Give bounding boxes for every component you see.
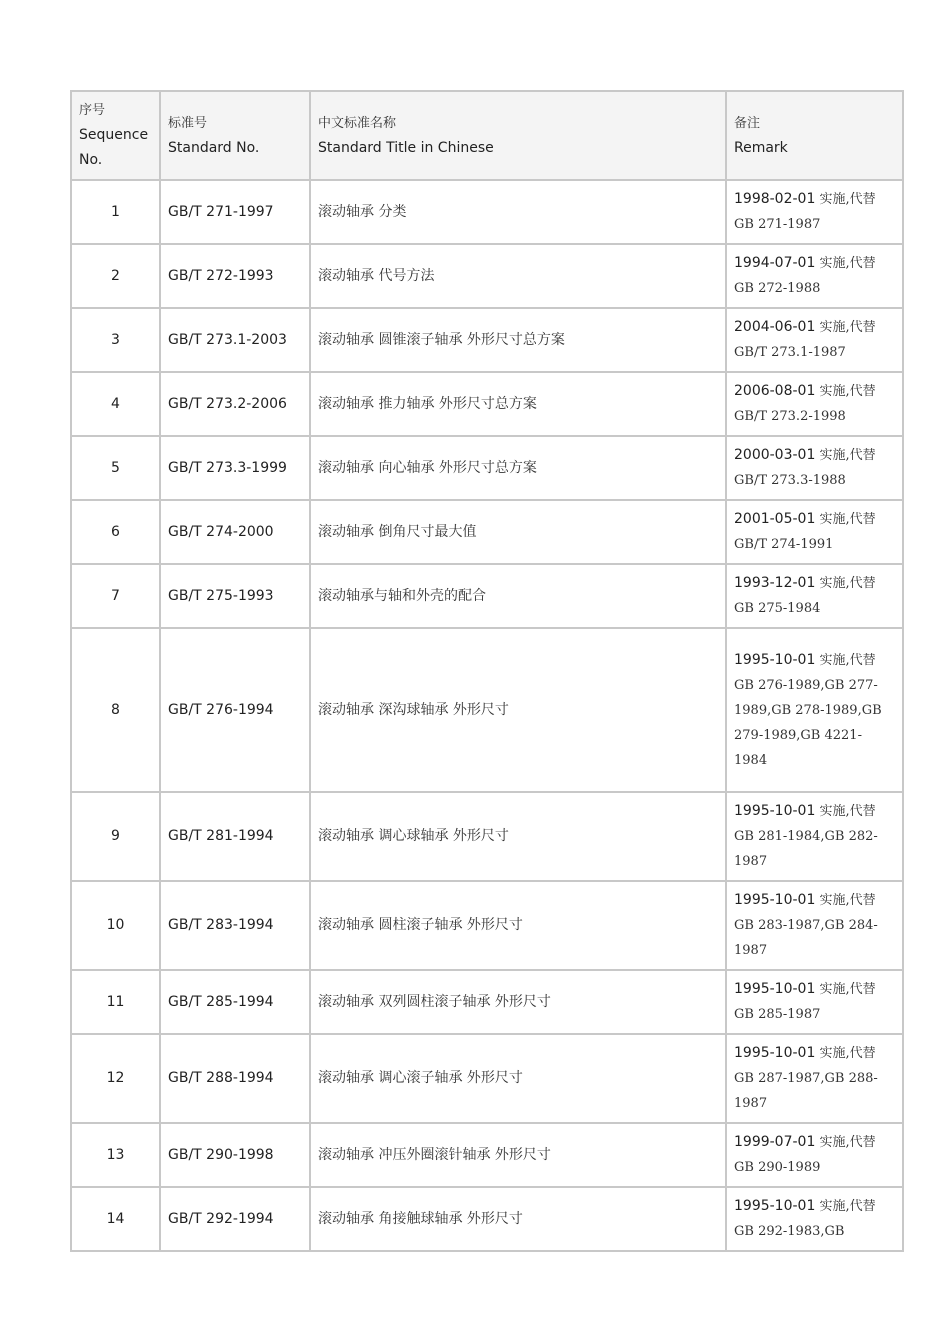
header-row [72,92,902,181]
header-label-en: Standard No. [168,139,260,156]
cell-standard-no: GB/T 275-1993 [161,565,311,629]
cell-remark [727,245,902,309]
cell-standard-title: 滚动轴承 向心轴承 外形尺寸总方案 [311,437,727,501]
cell-sequence-no: 3 [72,309,161,373]
table-row [72,501,902,565]
table-row [72,1124,902,1188]
cell-sequence-no: 1 [72,181,161,245]
remark-text: 实施,代替 GB/T 273.3-1988 [734,448,876,488]
remark-text: 实施,代替 GB 285-1987 [734,982,876,1022]
cell-sequence-no: 12 [72,1035,161,1124]
cell-standard-no: GB/T 274-2000 [161,501,311,565]
cell-sequence-no: 6 [72,501,161,565]
cell-standard-title: 滚动轴承 深沟球轴承 外形尺寸 [311,629,727,793]
cell-standard-title: 滚动轴承 圆柱滚子轴承 外形尺寸 [311,882,727,971]
cell-standard-title: 滚动轴承 冲压外圈滚针轴承 外形尺寸 [311,1124,727,1188]
remark-text: 实施,代替 GB 271-1987 [734,192,876,232]
cell-remark [727,793,902,882]
remark-text: 实施,代替 GB 275-1984 [734,576,876,616]
header-label-en: Standard Title in Chinese [318,139,494,156]
remark-date: 1994-07-01 [734,255,816,271]
cell-standard-no: GB/T 283-1994 [161,882,311,971]
cell-sequence-no: 14 [72,1188,161,1252]
table-row [72,629,902,793]
cell-standard-no: GB/T 276-1994 [161,629,311,793]
cell-standard-title: 滚动轴承 分类 [311,181,727,245]
table-row [72,309,902,373]
remark-date: 1993-12-01 [734,575,816,591]
cell-remark [727,501,902,565]
remark-date: 1995-10-01 [734,1045,816,1061]
remark-text: 实施,代替 GB/T 273.2-1998 [734,384,876,424]
table-row [72,1035,902,1124]
cell-sequence-no: 5 [72,437,161,501]
header-label-cn: 标准号 [168,115,208,131]
header-label-en: Sequence [79,127,149,143]
cell-remark [727,181,902,245]
cell-standard-title: 滚动轴承 调心球轴承 外形尺寸 [311,793,727,882]
header-label-cn: 备注 [734,115,761,131]
table-row [72,437,902,501]
remark-text: 实施,代替 GB 283-1987,GB 284-1987 [734,893,878,958]
cell-standard-title: 滚动轴承 倒角尺寸最大值 [311,501,727,565]
cell-standard-no: GB/T 285-1994 [161,971,311,1035]
cell-standard-no: GB/T 273.1-2003 [161,309,311,373]
remark-text: 实施,代替 GB 290-1989 [734,1135,876,1175]
cell-standard-title: 滚动轴承 代号方法 [311,245,727,309]
cell-remark [727,882,902,971]
table-header [72,92,902,181]
header-remark [727,92,902,181]
remark-text: 实施,代替 GB 281-1984,GB 282-1987 [734,804,878,869]
header-label-en: Remark [734,139,788,156]
cell-standard-title: 滚动轴承 双列圆柱滚子轴承 外形尺寸 [311,971,727,1035]
remark-text: 实施,代替 GB 287-1987,GB 288-1987 [734,1046,878,1111]
cell-remark [727,1124,902,1188]
cell-sequence-no: 2 [72,245,161,309]
cell-standard-no: GB/T 292-1994 [161,1188,311,1252]
remark-text: 实施,代替 GB 276-1989,GB 277-1989,GB 278-1989,GB 279-1989,GB 4221-1984 [734,652,882,768]
cell-standard-title: 滚动轴承 圆锥滚子轴承 外形尺寸总方案 [311,309,727,373]
remark-date: 1995-10-01 [734,803,816,819]
header-label-en: No. [79,152,103,168]
header-sequence-no [72,92,161,181]
table-row [72,1188,902,1252]
header-standard-title [311,92,727,181]
remark-date: 2001-05-01 [734,511,816,527]
remark-date: 1998-02-01 [734,191,816,207]
cell-remark [727,309,902,373]
header-standard-no [161,92,311,181]
remark-date: 1999-07-01 [734,1134,816,1150]
cell-remark [727,373,902,437]
cell-sequence-no: 8 [72,629,161,793]
cell-standard-no: GB/T 290-1998 [161,1124,311,1188]
header-label-cn: 中文标准名称 [318,115,397,131]
cell-sequence-no: 7 [72,565,161,629]
table-row [72,565,902,629]
cell-sequence-no: 11 [72,971,161,1035]
remark-date: 1995-10-01 [734,892,816,908]
cell-standard-no: GB/T 271-1997 [161,181,311,245]
remark-text: 实施,代替 GB 272-1988 [734,256,876,296]
standards-table [70,90,904,1252]
table-row [72,373,902,437]
remark-date: 2000-03-01 [734,447,816,463]
cell-standard-no: GB/T 273.2-2006 [161,373,311,437]
cell-standard-title: 滚动轴承与轴和外壳的配合 [311,565,727,629]
standards-table-container [70,90,904,1252]
cell-standard-title: 滚动轴承 角接触球轴承 外形尺寸 [311,1188,727,1252]
cell-remark [727,565,902,629]
cell-sequence-no: 10 [72,882,161,971]
cell-standard-title: 滚动轴承 调心滚子轴承 外形尺寸 [311,1035,727,1124]
remark-text: 实施,代替 GB/T 273.1-1987 [734,320,876,360]
cell-standard-no: GB/T 281-1994 [161,793,311,882]
remark-text: 实施,代替 GB/T 274-1991 [734,512,876,552]
cell-remark [727,437,902,501]
cell-standard-title: 滚动轴承 推力轴承 外形尺寸总方案 [311,373,727,437]
table-row [72,245,902,309]
table-row [72,793,902,882]
header-label-cn: 序号 [79,103,106,118]
remark-text: 实施,代替 GB 292-1983,GB [734,1199,876,1239]
table-body [72,181,902,1252]
cell-standard-no: GB/T 272-1993 [161,245,311,309]
table-row [72,181,902,245]
table-row [72,882,902,971]
cell-remark [727,629,902,793]
remark-date: 2006-08-01 [734,383,816,399]
remark-date: 1995-10-01 [734,651,816,668]
table-row [72,971,902,1035]
cell-standard-no: GB/T 288-1994 [161,1035,311,1124]
cell-sequence-no: 13 [72,1124,161,1188]
remark-date: 2004-06-01 [734,319,816,335]
cell-standard-no: GB/T 273.3-1999 [161,437,311,501]
cell-remark [727,1035,902,1124]
cell-remark [727,971,902,1035]
cell-remark [727,1188,902,1252]
remark-date: 1995-10-01 [734,981,816,997]
cell-sequence-no: 4 [72,373,161,437]
remark-date: 1995-10-01 [734,1198,816,1214]
cell-sequence-no: 9 [72,793,161,882]
